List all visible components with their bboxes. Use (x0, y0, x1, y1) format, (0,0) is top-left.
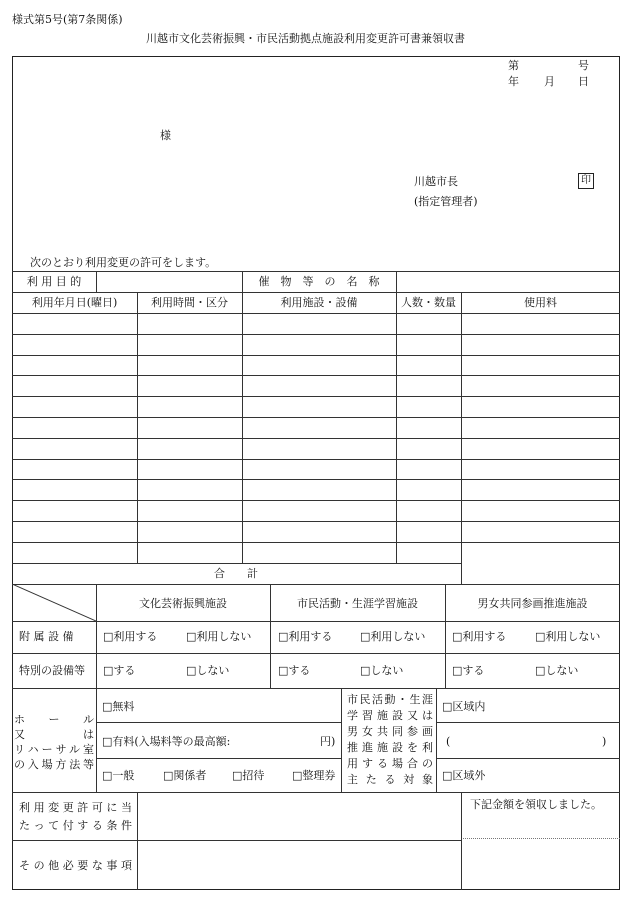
line-facilities-top (12, 584, 620, 585)
date-day: 日 (578, 75, 589, 88)
special-culture-do[interactable]: □する (103, 664, 136, 677)
special-gender-do[interactable]: □する (452, 664, 485, 677)
line-condition-bottom (12, 840, 461, 841)
table-row-line (12, 334, 620, 335)
attached-gender-use[interactable]: □利用する (452, 630, 507, 643)
date-month: 月 (544, 75, 555, 88)
header-facility: 利用施設・設備 (280, 296, 358, 309)
receipt-note: 下記金額を領収しました。 (470, 798, 602, 811)
line-hall-free (96, 722, 341, 723)
attached-culture-notuse[interactable]: □利用しない (186, 630, 252, 643)
special-civic-do[interactable]: □する (278, 664, 311, 677)
line-hall-top (12, 688, 620, 689)
table-row-line (12, 459, 620, 460)
attached-civic-use[interactable]: □利用する (278, 630, 333, 643)
target-label (347, 692, 433, 788)
vline-count (396, 292, 397, 563)
table-row-line (12, 500, 620, 501)
hall-free-checkbox[interactable]: □無料 (102, 700, 135, 713)
table-row-line (12, 563, 461, 564)
diagonal-header-cell (12, 584, 96, 621)
table-row-line (12, 542, 620, 543)
header-date: 利用年月日(曜日) (31, 296, 118, 309)
table-row-line (12, 375, 620, 376)
target-out-area-checkbox[interactable]: □区域外 (442, 769, 486, 782)
hall-label (14, 712, 94, 772)
hall-general-checkbox[interactable]: □一般 (102, 769, 135, 782)
attached-civic-notuse[interactable]: □利用しない (360, 630, 426, 643)
line-attached-top (12, 621, 620, 622)
special-equipment-label: 特別の設備等 (19, 664, 85, 677)
vline-hall-area (436, 688, 437, 792)
line-target-in (436, 722, 620, 723)
header-time: 利用時間・区分 (151, 296, 228, 309)
line-bottom-top (12, 792, 620, 793)
number-dai: 第 (508, 59, 519, 72)
line-header-bottom (12, 313, 620, 314)
vline-time (137, 292, 138, 563)
mayor-name: 川越市長 (414, 175, 458, 188)
addressee-sama: 様 (160, 129, 171, 142)
target-label-line: 用する場合の (347, 757, 433, 770)
total-label: 合 計 (214, 567, 258, 580)
target-in-area-checkbox[interactable]: □区域内 (442, 700, 486, 713)
hall-label-line: 又 は (14, 728, 94, 741)
target-paren-close: ) (602, 735, 607, 748)
vline-condition (137, 792, 138, 890)
condition-label (19, 799, 132, 835)
target-label-line: 市民活動・生涯 (347, 693, 433, 706)
vline-hall-label (96, 688, 97, 792)
receipt-dotted-line (461, 838, 620, 839)
hall-invite-checkbox[interactable]: □招待 (232, 769, 265, 782)
other-matters-label: その他必要な事項 (19, 859, 132, 872)
condition-label-line: たって付する条件 (19, 819, 132, 832)
event-name-label: 催 物 等 の 名 称 (258, 275, 380, 288)
hall-ticket-checkbox[interactable]: □整理券 (292, 769, 336, 782)
vline-purpose (96, 271, 97, 292)
form-number: 様式第5号(第7条関係) (12, 13, 123, 26)
target-paren-open: ( (446, 735, 451, 748)
hall-staff-checkbox[interactable]: □関係者 (163, 769, 207, 782)
vline-hall-target (341, 688, 342, 792)
vline-facility (242, 292, 243, 563)
header-fee: 使用料 (524, 296, 557, 309)
line-header-top (12, 292, 620, 293)
special-gender-notdo[interactable]: □しない (535, 664, 579, 677)
special-civic-notdo[interactable]: □しない (360, 664, 404, 677)
category-culture: 文化芸術振興施設 (139, 597, 227, 610)
attached-culture-use[interactable]: □利用する (103, 630, 158, 643)
purpose-label: 利 用 目 的 (26, 275, 82, 288)
form-frame (12, 56, 620, 890)
table-row-line (12, 355, 620, 356)
condition-label-line: 利用変更許可に当 (19, 801, 132, 814)
permission-notice: 次のとおり利用変更の許可をします。 (30, 256, 217, 269)
line-hall-paid (96, 758, 341, 759)
header-count: 人数・数量 (401, 296, 456, 309)
hall-label-line: の入場方法等 (14, 758, 94, 771)
target-label-line: 推進施設を利 (347, 741, 433, 754)
line-special-top (12, 653, 620, 654)
attached-gender-notuse[interactable]: □利用しない (535, 630, 601, 643)
table-row-line (12, 438, 620, 439)
target-label-line: 男女共同参画 (347, 725, 433, 738)
number-go: 号 (578, 59, 589, 72)
category-civic: 市民活動・生涯学習施設 (297, 597, 418, 610)
line-usage-top (12, 271, 620, 272)
target-label-line: 学習施設又は (347, 709, 433, 722)
table-row-line (12, 417, 620, 418)
attached-equipment-label: 附 属 設 備 (19, 630, 74, 643)
designated-manager: (指定管理者) (414, 195, 478, 208)
category-gender: 男女共同参画推進施設 (477, 597, 588, 610)
seal-mark: 印 (578, 173, 594, 189)
vline-receipt (461, 792, 462, 890)
table-row-line (12, 479, 620, 480)
vline-event-end (396, 271, 397, 292)
special-culture-notdo[interactable]: □しない (186, 664, 230, 677)
hall-label-line: ホ ー ル (14, 713, 94, 726)
hall-label-line: リハーサル室 (14, 743, 94, 756)
hall-paid-checkbox[interactable]: □有料(入場料等の最高額: (102, 735, 231, 748)
form-title: 川越市文化芸術振興・市民活動拠点施設利用変更許可書兼領収書 (146, 32, 465, 45)
date-year: 年 (508, 75, 519, 88)
vline-fee (461, 292, 462, 584)
target-label-line: 主たる対象 (347, 773, 433, 786)
line-target-paren (436, 758, 620, 759)
hall-yen-label: 円) (320, 735, 336, 748)
table-row-line (12, 521, 620, 522)
table-row-line (12, 396, 620, 397)
